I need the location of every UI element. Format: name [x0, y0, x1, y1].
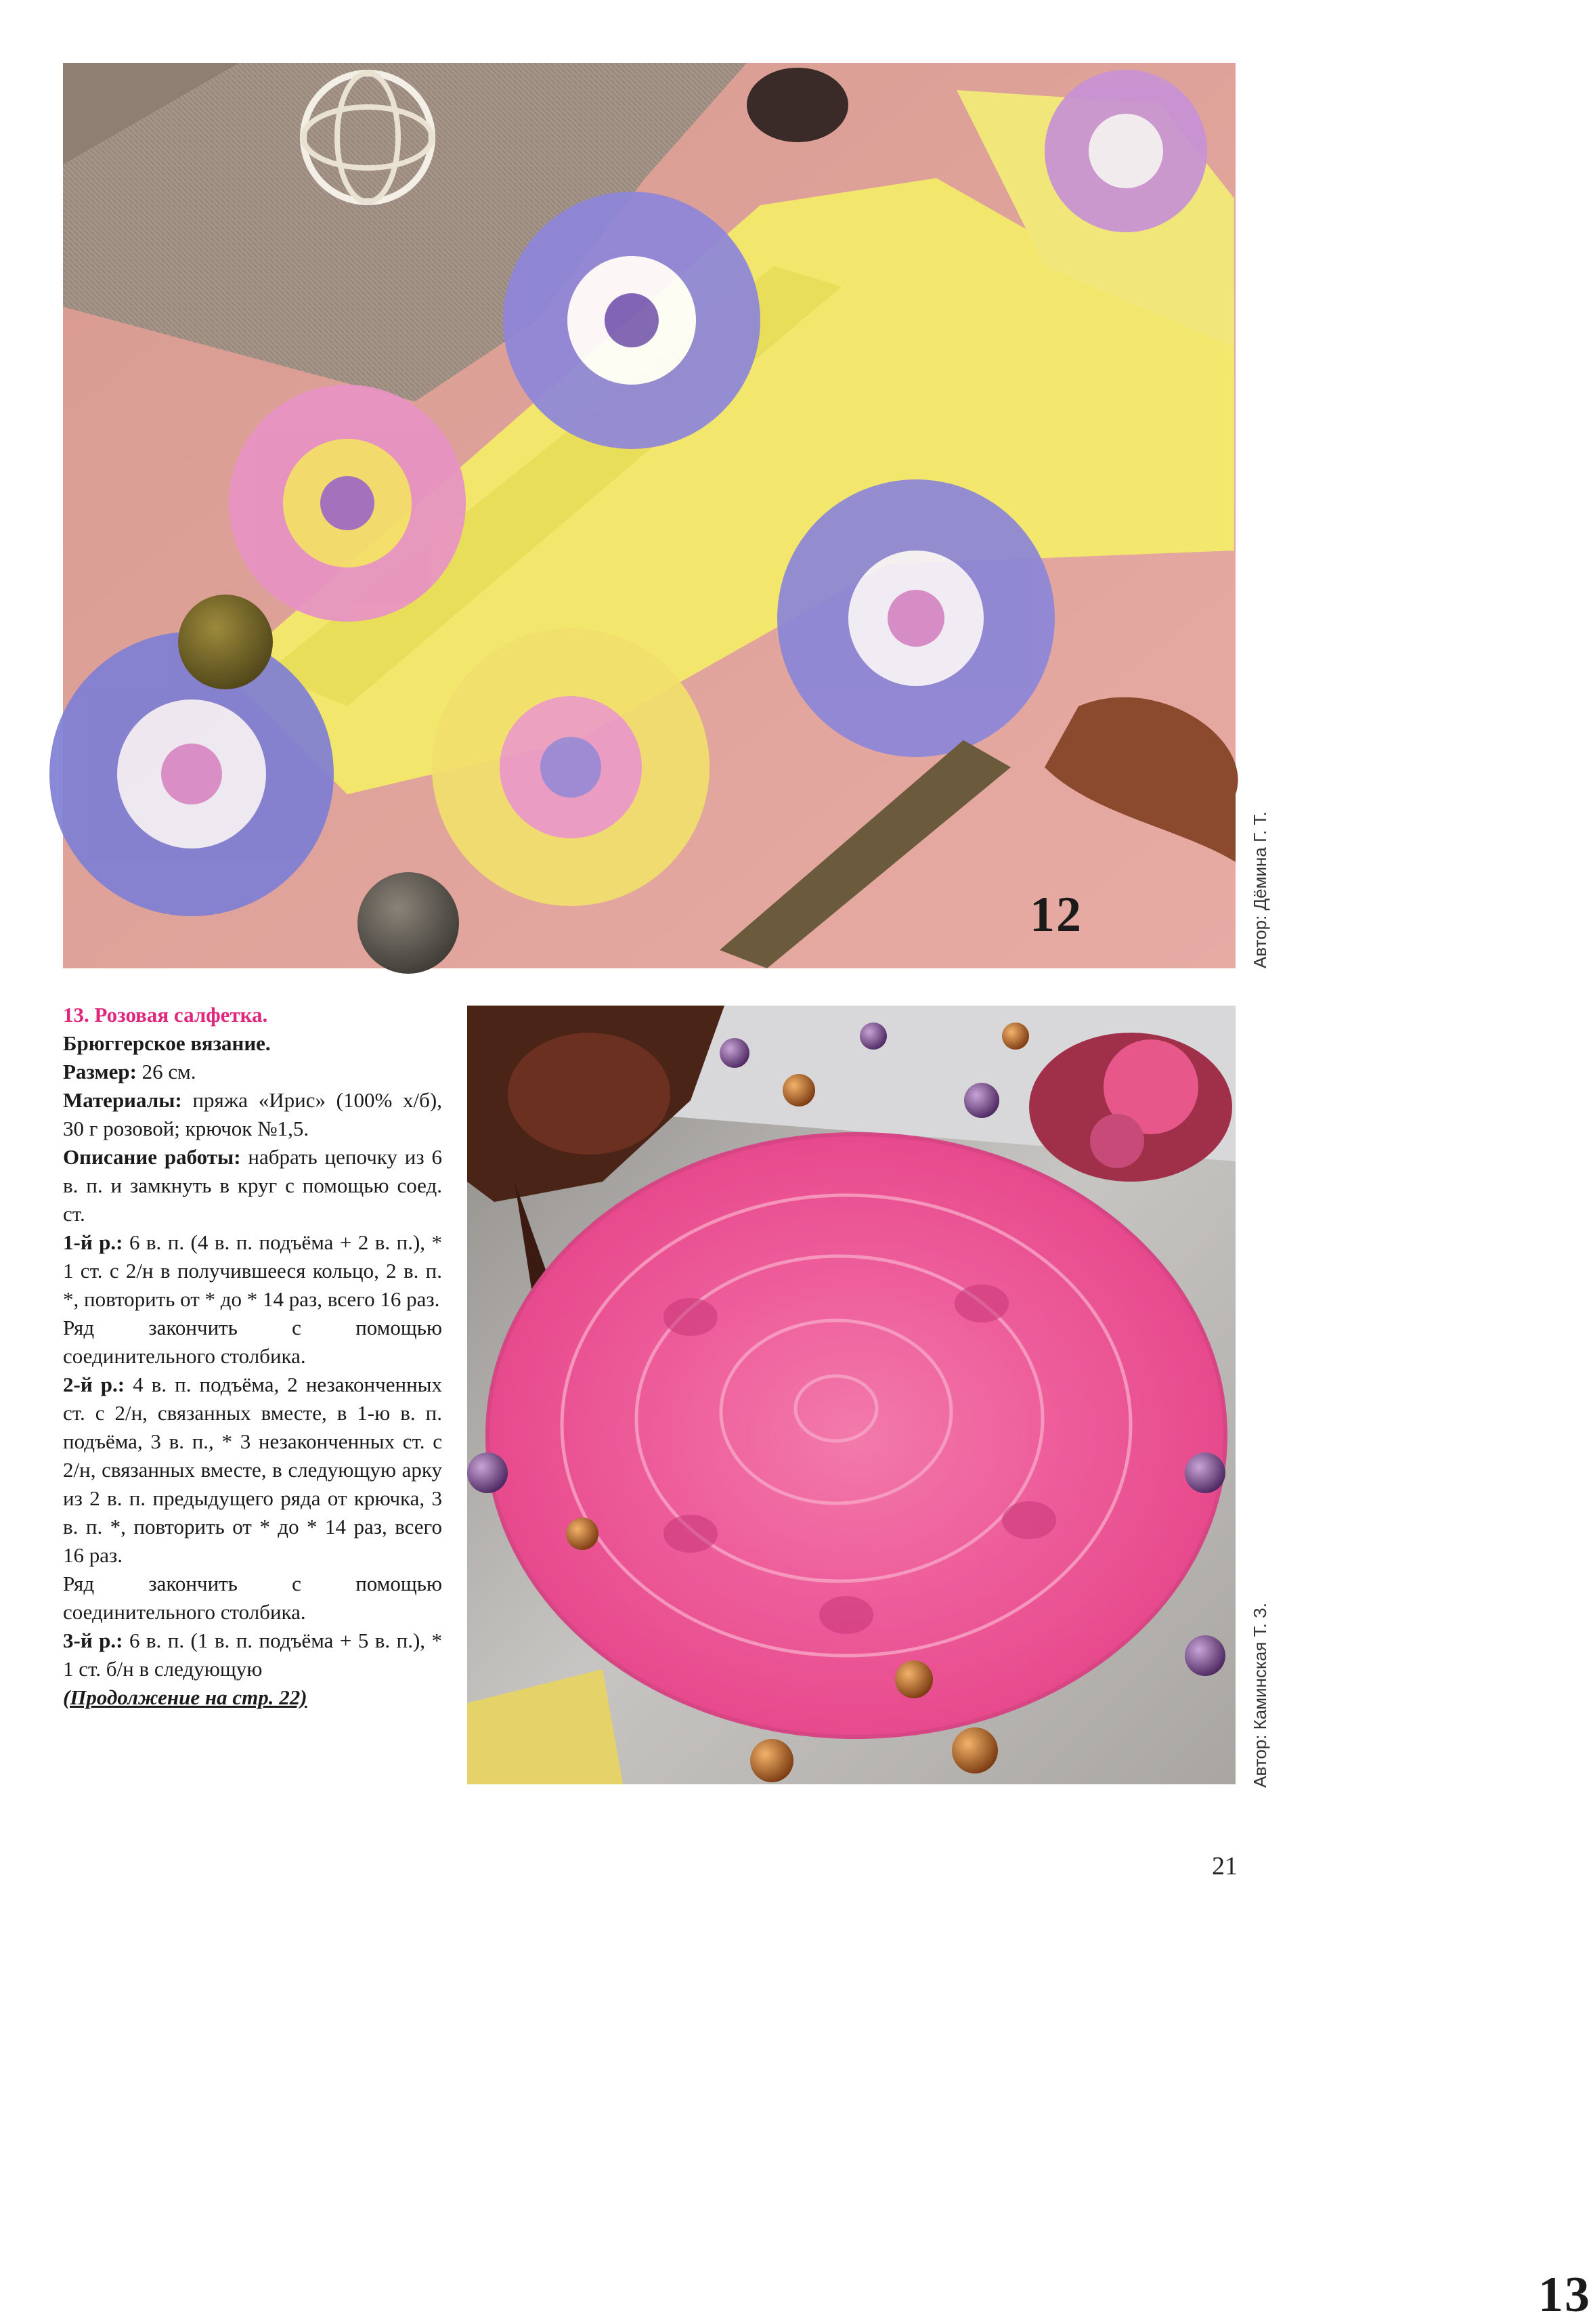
size-label: Размер:: [63, 1060, 137, 1083]
photo-12-number: 12: [1030, 887, 1083, 943]
row3-label: 3-й р.:: [63, 1629, 123, 1652]
row2-value: 4 в. п. подъёма, 2 незаконченных ст. с 2/н, связанных вместе, в 1-ю в. п. подъёма, 3 в. п., * 3 незаконченных ст. с 2/н, связанных вместе, в следующую арку из 2 в. п. предыдущего ряда от крючка, 3 в. п. *, повторить от * до * 14 раз, всего 16 раз.: [63, 1373, 442, 1567]
materials-value: пряжа «Ирис» (100% х/б), 30 г розовой; крючок №1,5.: [63, 1088, 442, 1140]
row2-end: Ряд закончить с помощью соединительного столбика.: [63, 1572, 442, 1624]
photo-13-credit: Автор: Каминская Т. З.: [1250, 1602, 1270, 1788]
photo-13-image: [467, 1006, 1236, 1784]
photo-12-credit: Автор: Дёмина Г. Т.: [1250, 811, 1270, 968]
row1-line: [63, 1228, 442, 1314]
page-number: 21: [1212, 1852, 1238, 1880]
technique: Брюггерское вязание.: [63, 1031, 271, 1055]
row2-label: 2-й р.:: [63, 1373, 125, 1396]
row1-label: 1-й р.:: [63, 1230, 123, 1254]
article-title: 13. Розовая салфетка.: [63, 1003, 268, 1027]
photo-12: [63, 63, 1236, 968]
row1-end: Ряд закончить с помощью соединительного столбика.: [63, 1316, 442, 1368]
row2-line: [63, 1371, 442, 1570]
photo-13-number: 13: [1538, 2267, 1591, 2323]
continued-link[interactable]: (Продолжение на стр. 22): [63, 1685, 307, 1709]
size-line: [63, 1058, 442, 1086]
description-value: набрать цепочку из 6 в. п. и замкнуть в круг с помощью соед. ст.: [63, 1145, 442, 1226]
row3-value: 6 в. п. (1 в. п. подъёма + 5 в. п.), * 1 ст. б/н в следующую: [63, 1629, 443, 1681]
description-line: [63, 1143, 442, 1228]
materials-line: [63, 1086, 442, 1143]
size-value: 26 см.: [141, 1060, 196, 1083]
row1-value: 6 в. п. (4 в. п. подъёма + 2 в. п.), * 1 ст. с 2/н в получившееся кольцо, 2 в. п. *, повторить от * до * 14 раз, всего 16 раз.: [63, 1230, 443, 1311]
row3-line: [63, 1627, 442, 1683]
photo-12-image: [63, 63, 1236, 968]
materials-label: Материалы:: [63, 1088, 182, 1112]
description-label: Описание работы:: [63, 1145, 241, 1169]
article-column: [63, 1001, 442, 1712]
